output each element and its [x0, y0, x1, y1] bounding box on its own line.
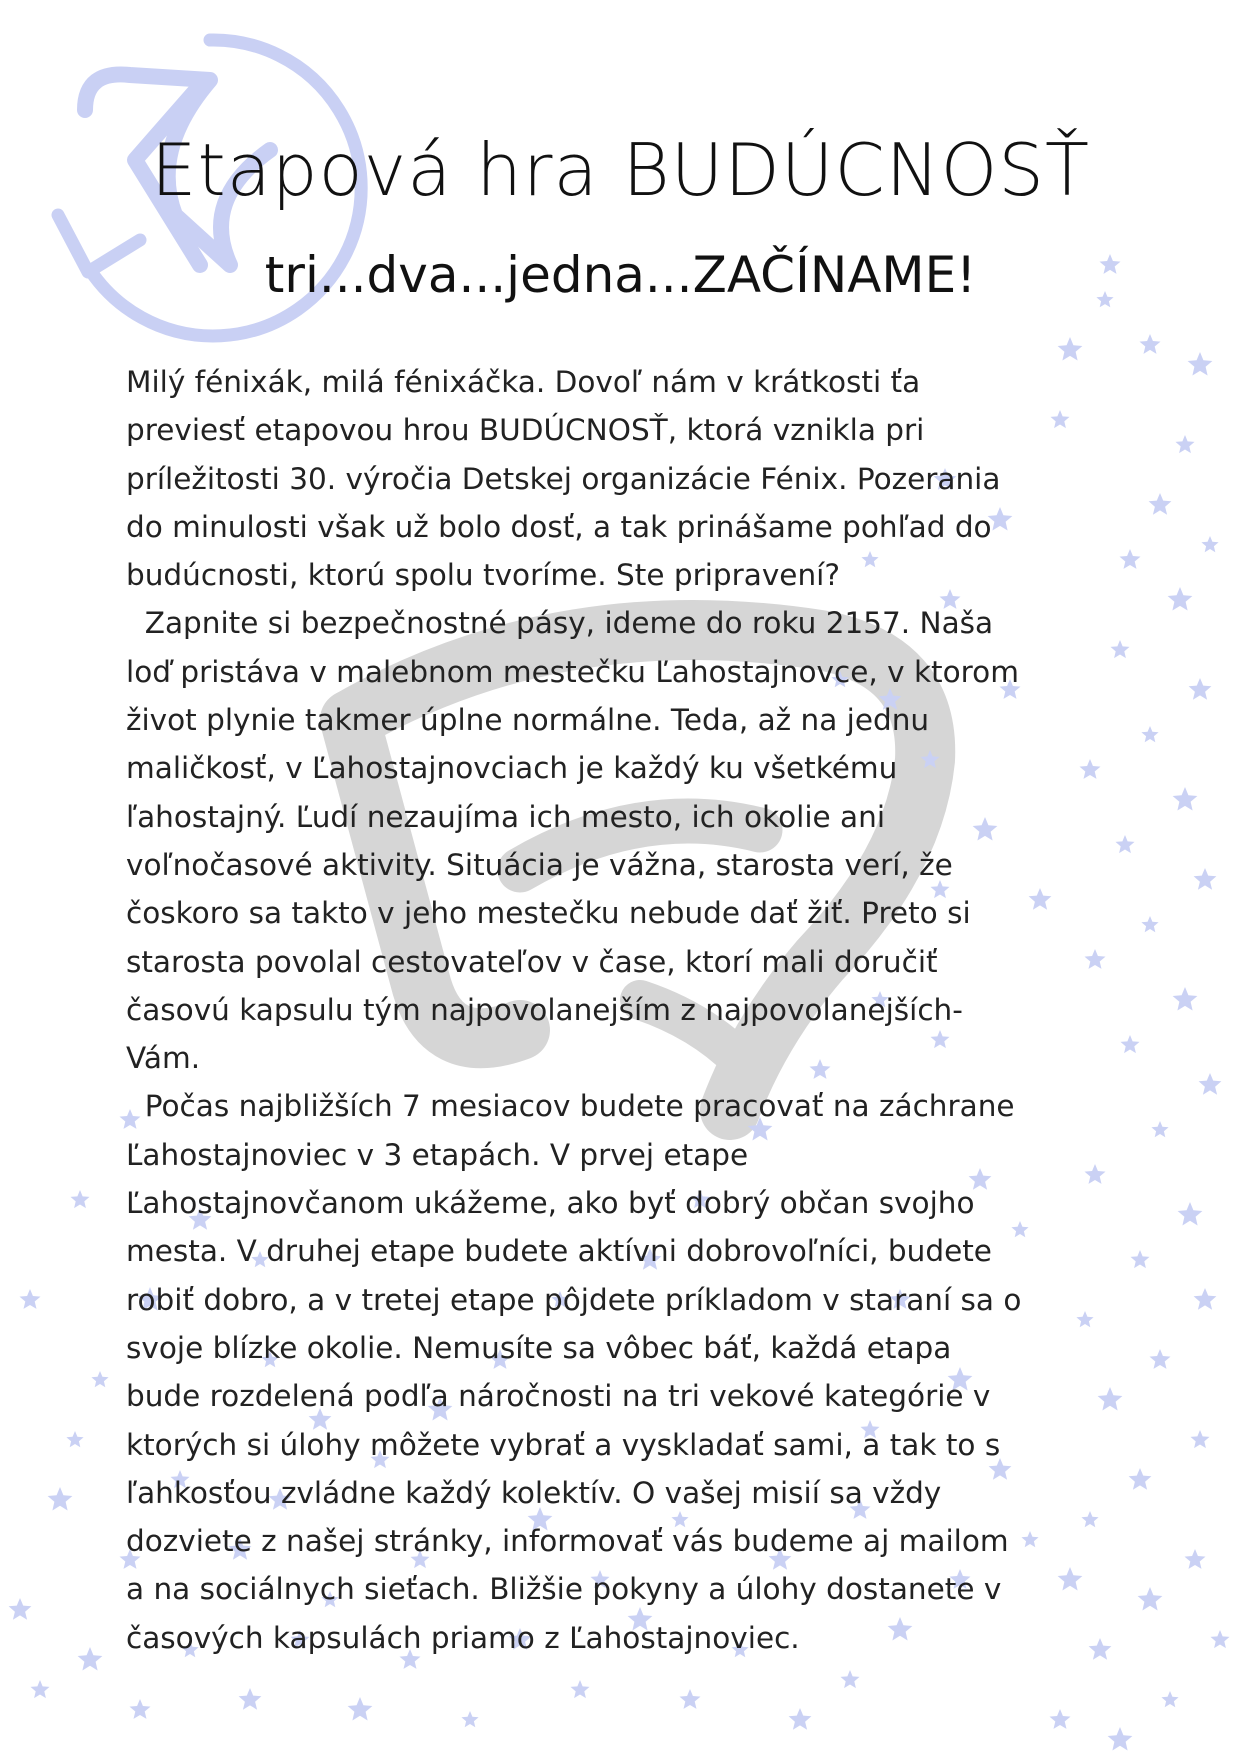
body-line: bude rozdelená podľa náročnosti na tri vekové kategórie v: [126, 1379, 991, 1414]
body-line: časovú kapsulu tým najpovolanejším z najpovolanejších-: [126, 992, 963, 1027]
star-icon: [91, 1371, 108, 1387]
star-icon: [9, 1598, 32, 1620]
body-line: previesť etapovou hrou BUDÚCNOSŤ, ktorá vznikla pri: [126, 413, 925, 448]
body-line: maličkosť, v Ľahostajnovciach je každý ku všetkému: [126, 751, 898, 786]
star-icon: [1108, 1727, 1133, 1751]
star-icon: [1141, 916, 1158, 932]
star-icon: [1176, 435, 1195, 453]
body-line: ľahostajný. Ľudí nezaujíma ich mesto, ich okolie ani: [126, 799, 886, 834]
body-line: život plynie takmer úplne normálne. Teda, až na jednu: [126, 703, 930, 738]
star-icon: [1188, 352, 1213, 376]
star-icon: [841, 1670, 860, 1688]
body-line: dozviete z našej stránky, informovať vás budeme aj mailom: [126, 1524, 1009, 1559]
star-icon: [1173, 987, 1198, 1011]
star-icon: [239, 1688, 262, 1710]
star-icon: [1211, 1630, 1230, 1648]
star-icon: [348, 1697, 373, 1721]
body-line: časových kapsulách priamo z Ľahostajnoviec.: [126, 1620, 800, 1655]
star-icon: [1050, 1709, 1071, 1729]
star-icon: [1140, 334, 1161, 354]
body-line: mesta. V druhej etape budete aktívni dobrovoľníci, budete: [126, 1234, 992, 1269]
body-line: ľahkosťou zvládne každý kolektív. O vašej misií sa vždy: [126, 1475, 942, 1510]
page-title: Etapová hra BUDÚCNOSŤ: [151, 128, 1090, 212]
body-line: Počas najbližších 7 mesiacov budete pracovať na záchrane: [126, 1089, 1015, 1124]
body-line: loď pristáva v malebnom mestečku Ľahostajnovce, v ktorom: [126, 654, 1019, 689]
star-icon: [1058, 337, 1083, 361]
body-line: svoje blízke okolie. Nemusíte sa vôbec báť, každá etapa: [126, 1330, 952, 1365]
star-icon: [1138, 1587, 1163, 1611]
body-line: príležitosti 30. výročia Detskej organizácie Fénix. Pozerania: [126, 461, 1001, 496]
body-line: Milý fénixák, milá fénixáčka. Dovoľ nám v krátkosti ťa: [126, 365, 921, 399]
star-icon: [1194, 868, 1217, 890]
body-line: do minulosti však už bolo dosť, a tak prinášame pohľad do: [126, 509, 992, 544]
body-line: Ľahostajnoviec v 3 etapách. V prvej etape: [126, 1137, 749, 1172]
star-icon: [680, 1689, 701, 1709]
body-line: voľnočasové aktivity. Situácia je vážna, starosta verí, že: [126, 847, 953, 882]
page-subtitle: tri...dva...jedna...ZAČÍNAME!: [264, 246, 977, 304]
body-line: budúcnosti, ktorú spolu tvoríme. Ste pripravení?: [126, 558, 841, 593]
star-icon: [71, 1190, 90, 1208]
star-icon: [1191, 1430, 1210, 1448]
star-icon: [1194, 1288, 1217, 1310]
body-line: Ľahostajnovčanom ukážeme, ako byť dobrý občan svojho: [126, 1186, 975, 1221]
body-line: starosta povolal cestovateľov v čase, ktorí mali doručiť: [126, 944, 938, 979]
star-icon: [1173, 787, 1198, 811]
body-line: Zapnite si bezpečnostné pásy, ideme do roku 2157. Naša: [126, 606, 994, 641]
star-icon: [1201, 536, 1218, 552]
star-icon: [1168, 587, 1193, 611]
body-text: [126, 358, 1141, 1662]
star-icon: [130, 1699, 151, 1719]
star-icon: [1150, 1349, 1171, 1369]
body-line: a na sociálnych sieťach. Bližšie pokyny a úlohy dostanete v: [126, 1572, 1002, 1607]
star-icon: [20, 1289, 41, 1309]
star-icon: [1141, 726, 1158, 742]
body-line: čoskoro sa takto v jeho mestečku nebude dať žiť. Preto si: [126, 896, 971, 931]
star-icon: [78, 1647, 103, 1671]
star-icon: [48, 1487, 73, 1511]
star-icon: [1178, 1202, 1203, 1226]
star-icon: [1199, 1073, 1222, 1095]
star-icon: [31, 1680, 50, 1698]
body-line: robiť dobro, a v tretej etape pôjdete príkladom v staraní sa o: [126, 1282, 1022, 1317]
body-line: ktorých si úlohy môžete vybrať a vyskladať sami, a tak to s: [126, 1427, 1001, 1462]
star-icon: [1151, 1121, 1168, 1137]
star-icon: [1149, 493, 1172, 515]
body-line: Vám.: [126, 1041, 201, 1076]
star-icon: [1185, 1549, 1206, 1569]
star-icon: [1189, 678, 1212, 700]
star-icon: [1161, 1691, 1178, 1707]
star-icon: [571, 1680, 590, 1698]
star-icon: [461, 1711, 478, 1727]
star-icon: [66, 1431, 83, 1447]
star-icon: [789, 1708, 812, 1730]
